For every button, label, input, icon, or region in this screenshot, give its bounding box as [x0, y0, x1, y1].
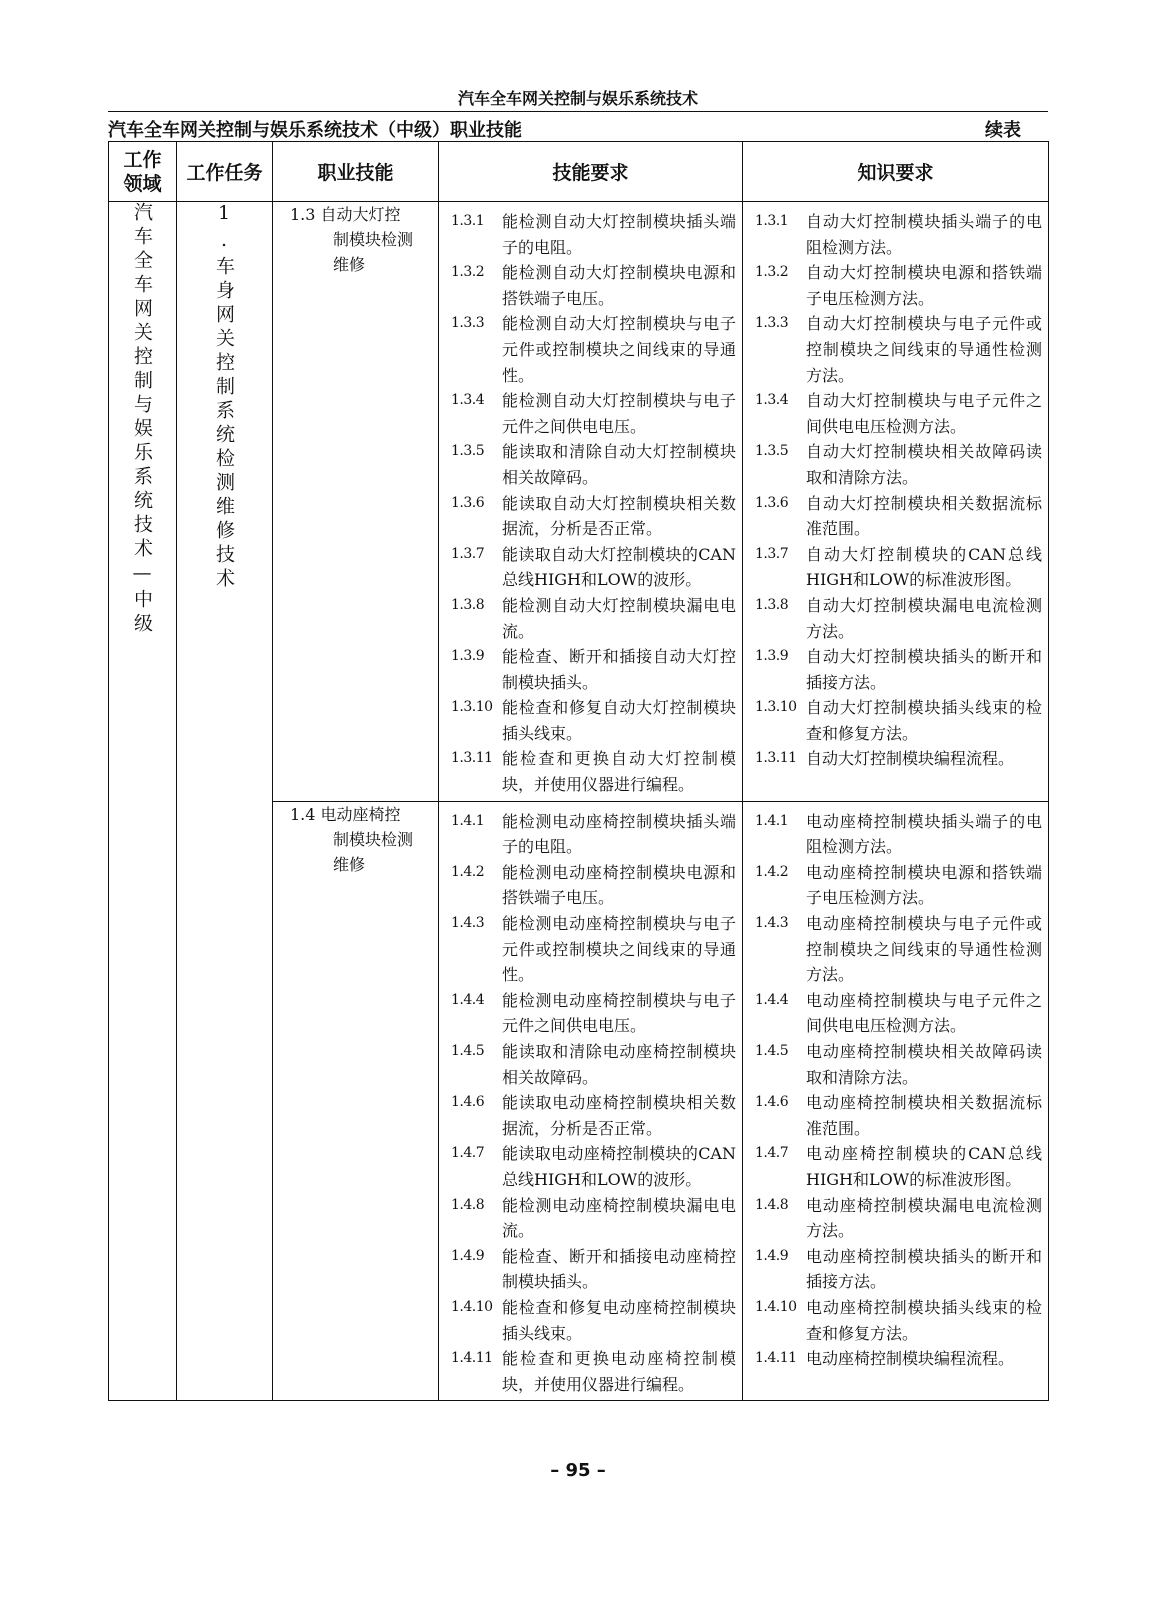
item-text: 电动座椅控制模块插头端子的电阻检测方法。	[806, 811, 1042, 857]
item-number: 1.3.10	[451, 699, 493, 716]
item-text: 能读取和清除电动座椅控制模块相关故障码。	[502, 1042, 736, 1087]
item-number: 1.4.10	[451, 1298, 493, 1315]
knowledge-item	[755, 1141, 1042, 1192]
item-number: 1.4.7	[451, 1145, 485, 1162]
requirement-item	[451, 439, 736, 490]
work-domain	[109, 202, 176, 637]
knowledge-item	[755, 260, 1042, 311]
item-number: 1.4.9	[755, 1247, 789, 1264]
knowledge-item	[755, 491, 1042, 542]
item-text: 能检测电动座椅控制模块插头端子的电阻。	[502, 811, 736, 857]
requirement-item	[451, 911, 736, 988]
item-text: 自动大灯控制模块插头线束的检查和修复方法。	[806, 698, 1042, 743]
item-text: 能检查、断开和插接电动座椅控制模块插头。	[502, 1246, 736, 1292]
item-text: 能检查和更换自动大灯控制模块，并使用仪器进行编程。	[502, 749, 736, 795]
item-text: 自动大灯控制模块编程流程。	[806, 749, 1015, 769]
knowledge-item	[755, 988, 1042, 1039]
item-text: 自动大灯控制模块插头的断开和插接方法。	[806, 647, 1042, 692]
item-text: 自动大灯控制模块相关数据流标准范围。	[806, 493, 1042, 539]
requirement-item	[451, 988, 736, 1039]
item-number: 1.3.6	[755, 494, 789, 511]
requirement-item	[451, 593, 736, 644]
table-header-row	[109, 142, 1049, 202]
item-text: 电动座椅控制模块插头的断开和插接方法。	[806, 1246, 1042, 1292]
column-header-skill: 职业技能	[273, 142, 439, 202]
item-text: 电动座椅控制模块与电子元件或控制模块之间线束的导通性检测方法。	[806, 914, 1042, 985]
work-domain-cell	[109, 202, 177, 1401]
item-number: 1.3.2	[451, 264, 485, 281]
requirement-item	[451, 491, 736, 542]
item-text: 电动座椅控制模块的CAN总线HIGH和LOW的标准波形图。	[806, 1144, 1042, 1189]
work-task	[177, 202, 272, 592]
item-number: 1.4.4	[451, 991, 485, 1008]
item-number: 1.4.4	[755, 991, 789, 1008]
item-text: 能读取电动座椅控制模块的CAN总线HIGH和LOW的波形。	[502, 1144, 736, 1189]
item-text: 电动座椅控制模块插头线束的检查和修复方法。	[806, 1297, 1042, 1343]
item-number: 1.3.1	[755, 213, 789, 229]
knowledge-item	[755, 439, 1042, 490]
item-number: 1.4.1	[451, 812, 485, 829]
continued-label: 续表	[985, 120, 1021, 141]
requirement-item	[451, 1244, 736, 1295]
item-number: 1.4.2	[755, 863, 789, 880]
item-number: 1.3.4	[451, 392, 485, 409]
item-text: 能检测自动大灯控制模块与电子元件或控制模块之间线束的导通性。	[502, 314, 736, 385]
table-title: 汽车全车网关控制与娱乐系统技术（中级）职业技能	[108, 120, 522, 141]
item-number: 1.4.5	[451, 1043, 485, 1059]
item-number: 1.3.1	[451, 213, 485, 229]
column-header-domain-text: 工作领域	[123, 148, 162, 195]
knowledge-item	[755, 695, 1042, 746]
item-text: 能读取自动大灯控制模块的CAN总线HIGH和LOW的波形。	[502, 544, 736, 590]
requirement-item	[451, 311, 736, 388]
work-domain-text: 汽车全车网关控制与娱乐系统技术—中级	[131, 202, 153, 637]
column-header-requirements: 技能要求	[439, 142, 743, 202]
requirement-item	[451, 860, 736, 911]
knowledge-item	[755, 911, 1042, 988]
item-text: 能检测电动座椅控制模块与电子元件或控制模块之间线束的导通性。	[502, 914, 736, 985]
item-text: 自动大灯控制模块电源和搭铁端子电压检测方法。	[806, 263, 1042, 308]
skill-name-part: 电动座椅控	[320, 804, 401, 824]
skill-number: 1.4	[290, 804, 316, 824]
requirement-item	[451, 695, 736, 746]
column-header-knowledge: 知识要求	[743, 142, 1049, 202]
knowledge-item	[755, 746, 1042, 772]
requirement-item	[451, 209, 736, 260]
skill-name	[273, 202, 438, 277]
header-rule	[108, 111, 1048, 112]
requirement-item	[451, 1090, 736, 1141]
knowledge-item	[755, 1193, 1042, 1244]
item-number: 1.3.11	[755, 750, 797, 767]
knowledge-item	[755, 1090, 1042, 1141]
requirement-item	[451, 260, 736, 311]
item-text: 自动大灯控制模块与电子元件之间供电电压检测方法。	[806, 391, 1042, 436]
item-number: 1.4.9	[451, 1247, 485, 1264]
item-number: 1.3.4	[755, 392, 789, 409]
skill-name-part: 制模块检测	[333, 829, 414, 849]
item-number: 1.3.6	[451, 494, 485, 511]
skill-name-part: 维修	[333, 255, 366, 274]
item-text: 能检查和修复自动大灯控制模块插头线束。	[502, 698, 736, 743]
item-number: 1.4.8	[755, 1196, 789, 1213]
knowledge-item	[755, 311, 1042, 388]
knowledge-item	[755, 1039, 1042, 1090]
requirement-item	[451, 1141, 736, 1192]
item-text: 能读取和清除自动大灯控制模块相关故障码。	[502, 442, 736, 487]
item-number: 1.4.2	[451, 863, 485, 880]
item-text: 自动大灯控制模块的CAN总线HIGH和LOW的标准波形图。	[806, 544, 1042, 590]
item-text: 电动座椅控制模块相关数据流标准范围。	[806, 1093, 1042, 1138]
page-number: – 95 –	[550, 1460, 606, 1481]
item-text: 电动座椅控制模块与电子元件之间供电电压检测方法。	[806, 990, 1042, 1036]
item-text: 自动大灯控制模块插头端子的电阻检测方法。	[806, 212, 1042, 257]
requirement-item	[451, 1193, 736, 1244]
item-number: 1.4.3	[451, 915, 485, 932]
skill-row	[109, 202, 1049, 802]
item-number: 1.4.11	[755, 1350, 797, 1367]
item-text: 电动座椅控制模块相关故障码读取和清除方法。	[806, 1042, 1042, 1087]
requirements-list	[439, 202, 742, 801]
item-text: 能检查和更换电动座椅控制模块，并使用仪器进行编程。	[502, 1349, 736, 1394]
requirement-item	[451, 1295, 736, 1346]
item-number: 1.4.8	[451, 1196, 485, 1213]
item-number: 1.4.7	[755, 1145, 789, 1162]
knowledge-item	[755, 209, 1042, 260]
skill-name	[273, 802, 438, 877]
requirement-item	[451, 644, 736, 695]
knowledge-item	[755, 860, 1042, 911]
knowledge-item	[755, 644, 1042, 695]
skills-table	[108, 141, 1049, 1401]
knowledge-item	[755, 388, 1042, 439]
knowledge-item	[755, 542, 1042, 593]
knowledge-list	[743, 202, 1048, 775]
running-head: 汽车全车网关控制与娱乐系统技术	[457, 89, 698, 108]
item-number: 1.3.8	[755, 596, 789, 613]
knowledge-item	[755, 593, 1042, 644]
column-header-task: 工作任务	[177, 142, 273, 202]
item-number: 1.3.3	[755, 315, 789, 332]
knowledge-list	[743, 802, 1048, 1375]
item-text: 能检测电动座椅控制模块与电子元件之间供电电压。	[502, 990, 736, 1036]
knowledge-item	[755, 1244, 1042, 1295]
item-number: 1.3.9	[755, 648, 789, 665]
item-text: 能读取自动大灯控制模块相关数据流，分析是否正常。	[502, 493, 736, 539]
skill-requirements-cell	[439, 202, 743, 802]
item-number: 1.3.5	[755, 443, 789, 460]
item-number: 1.3.7	[755, 545, 789, 562]
item-text: 能检测自动大灯控制模块电源和搭铁端子电压。	[502, 263, 736, 308]
item-number: 1.4.3	[755, 915, 789, 932]
requirement-item	[451, 1039, 736, 1090]
requirements-list	[439, 802, 742, 1401]
requirement-item	[451, 746, 736, 797]
item-text: 电动座椅控制模块漏电电流检测方法。	[806, 1195, 1042, 1241]
item-number: 1.4.6	[451, 1094, 485, 1111]
requirement-item	[451, 1346, 736, 1397]
item-text: 自动大灯控制模块与电子元件或控制模块之间线束的导通性检测方法。	[806, 314, 1042, 385]
item-text: 能检测电动座椅控制模块电源和搭铁端子电压。	[502, 862, 736, 908]
knowledge-item	[755, 1346, 1042, 1372]
skill-name-line	[290, 802, 438, 827]
skill-name-part: 自动大灯控	[320, 205, 401, 224]
item-number: 1.3.10	[755, 699, 797, 716]
item-text: 自动大灯控制模块漏电电流检测方法。	[806, 595, 1042, 641]
knowledge-item	[755, 1295, 1042, 1346]
knowledge-item	[755, 809, 1042, 860]
skill-name-line	[290, 202, 438, 227]
item-number: 1.3.7	[451, 545, 485, 562]
item-text: 自动大灯控制模块相关故障码读取和清除方法。	[806, 442, 1042, 487]
knowledge-requirements-cell	[743, 202, 1049, 802]
skill-name-cell	[273, 801, 439, 1401]
item-text: 能检查和修复电动座椅控制模块插头线束。	[502, 1297, 736, 1343]
item-text: 电动座椅控制模块电源和搭铁端子电压检测方法。	[806, 862, 1042, 908]
item-text: 能读取电动座椅控制模块相关数据流，分析是否正常。	[502, 1093, 736, 1138]
requirement-item	[451, 388, 736, 439]
knowledge-requirements-cell	[743, 801, 1049, 1401]
item-number: 1.4.6	[755, 1094, 789, 1111]
skill-name-cell	[273, 202, 439, 802]
work-task-text: 1.车身网关控制系统检测维修技术	[213, 202, 235, 592]
item-number: 1.3.8	[451, 596, 485, 613]
item-number: 1.3.9	[451, 648, 485, 665]
item-number: 1.3.2	[755, 264, 789, 281]
skill-requirements-cell	[439, 801, 743, 1401]
item-number: 1.3.3	[451, 315, 485, 332]
skill-name-part: 制模块检测	[333, 230, 414, 249]
skill-number: 1.3	[290, 205, 316, 224]
requirement-item	[451, 809, 736, 860]
item-number: 1.4.1	[755, 812, 789, 829]
column-header-domain	[109, 142, 177, 202]
item-text: 电动座椅控制模块编程流程。	[806, 1349, 1015, 1369]
requirement-item	[451, 542, 736, 593]
item-text: 能检测电动座椅控制模块漏电电流。	[502, 1195, 736, 1241]
work-task-cell	[177, 202, 273, 1401]
item-number: 1.4.11	[451, 1350, 493, 1367]
skill-name-part: 维修	[333, 854, 366, 874]
item-number: 1.3.5	[451, 443, 485, 460]
item-text: 能检查、断开和插接自动大灯控制模块插头。	[502, 647, 736, 692]
item-number: 1.3.11	[451, 750, 493, 767]
item-text: 能检测自动大灯控制模块插头端子的电阻。	[502, 212, 736, 257]
item-text: 能检测自动大灯控制模块与电子元件之间供电电压。	[502, 391, 736, 436]
item-number: 1.4.5	[755, 1043, 789, 1059]
item-text: 能检测自动大灯控制模块漏电电流。	[502, 595, 736, 641]
item-number: 1.4.10	[755, 1298, 797, 1315]
